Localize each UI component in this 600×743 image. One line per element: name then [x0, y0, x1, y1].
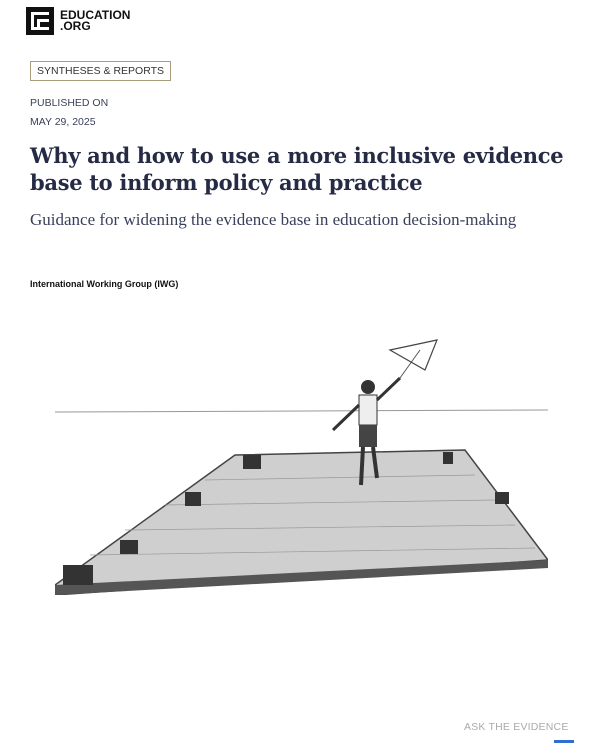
published-date: MAY 29, 2025 — [30, 116, 96, 128]
published-info — [30, 94, 108, 132]
logo-text — [60, 10, 130, 32]
category-tag[interactable]: SYNTHESES & REPORTS — [30, 61, 171, 81]
logo-line-2: .ORG — [60, 19, 91, 33]
page-subtitle: Guidance for widening the evidence base in education decision-making — [30, 210, 517, 229]
ask-the-evidence-button[interactable]: ASK THE EVIDENCE — [464, 721, 569, 733]
page-title: Why and how to use a more inclusive evidence base to inform policy and practice — [30, 143, 564, 195]
logo-line-1: EDUCATION — [60, 8, 131, 22]
education-org-logo[interactable] — [26, 7, 130, 35]
published-label: PUBLISHED ON — [30, 97, 109, 109]
logo-icon — [26, 7, 54, 35]
author-link[interactable]: International Working Group (IWG) — [30, 279, 179, 289]
hero-illustration — [55, 320, 548, 595]
